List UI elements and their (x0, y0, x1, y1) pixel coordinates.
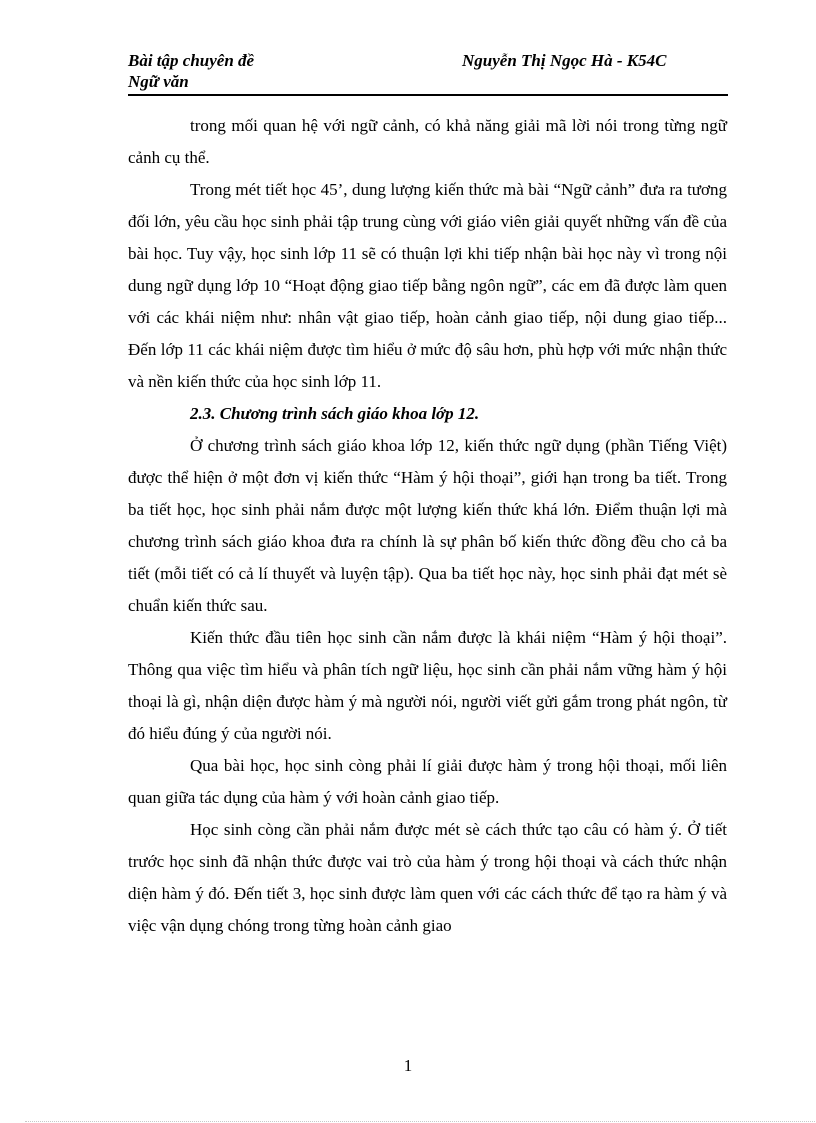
paragraph: Trong mét tiết học 45’, dung lượng kiến thức mà bài “Ngữ cảnh” đưa ra tương đối lớn, yêu cầu học sinh phải tập trung cùng với giáo viên giải quyết những vấn đề của bài học. Tuy vậy, học sinh lớp 11 sẽ có thuận lợi khi tiếp nhận bài học này vì trong nội dung ngữ dụng lớp 10 “Hoạt động giao tiếp bằng ngôn ngữ”, các em đã được làm quen với các khái niệm như: nhân vật giao tiếp, hoàn cảnh giao tiếp, nội dung giao tiếp... Đến lớp 11 các khái niệm được tìm hiểu ở mức độ sâu hơn, phù hợp với mức nhận thức và nền kiến thức của học sinh lớp 11. (128, 180, 727, 391)
paragraph: Qua bài học, học sinh còng phải lí giải được hàm ý trong hội thoại, mối liên quan giữa tác dụng của hàm ý với hoàn cảnh giao tiếp. (128, 756, 727, 807)
paragraph: Ở chương trình sách giáo khoa lớp 12, kiến thức ngữ dụng (phần Tiếng Việt) được thể hiện ở một đơn vị kiến thức “Hàm ý hội thoại”, giới hạn trong ba tiết. Trong ba tiết học, học sinh phải nắm được một lượng kiến thức khá lớn. Điểm thuận lợi mà chương trình sách giáo khoa đưa ra chính là sự phân bố kiến thức đồng đều cho cả ba tiết (mỗi tiết có cả lí thuyết và luyện tập). Qua ba tiết học này, học sinh phải đạt mét sè chuẩn kiến thức sau. (128, 436, 727, 615)
page-bottom-divider (25, 1121, 815, 1122)
paragraph-continuation: trong mối quan hệ với ngữ cảnh, có khả năng giải mã lời nói trong từng ngữ cảnh cụ thể. (128, 116, 727, 167)
header-author: Nguyễn Thị Ngọc Hà - K54C (462, 51, 667, 70)
header-subject-line1: Bài tập chuyên đề (128, 51, 255, 70)
paragraph: Kiến thức đầu tiên học sinh cần nắm được là khái niệm “Hàm ý hội thoại”. Thông qua việc tìm hiểu và phân tích ngữ liệu, học sinh cần phải nắm vững hàm ý hội thoại là gì, nhận diện được hàm ý mà người nói, người viết gửi gắm trong phát ngôn, từ đó hiểu đúng ý của người nói. (128, 628, 727, 743)
header-subject (128, 50, 328, 92)
section-heading: 2.3. Chương trình sách giáo khoa lớp 12. (190, 404, 480, 423)
page-header (128, 50, 728, 96)
page-number: 1 (403, 1056, 413, 1075)
header-subject-line2: Ngữ văn (128, 72, 189, 91)
document-body (128, 110, 727, 942)
paragraph: Học sinh còng cần phải nắm được mét sè cách thức tạo câu có hàm ý. Ở tiết trước học sinh đã nhận thức được vai trò của hàm ý trong hội thoại và cách thức nhận diện hàm ý đó. Đến tiết 3, học sinh được làm quen với các cách thức để tạo ra hàm ý và việc vận dụng chóng trong từng hoàn cảnh giao (128, 820, 727, 935)
